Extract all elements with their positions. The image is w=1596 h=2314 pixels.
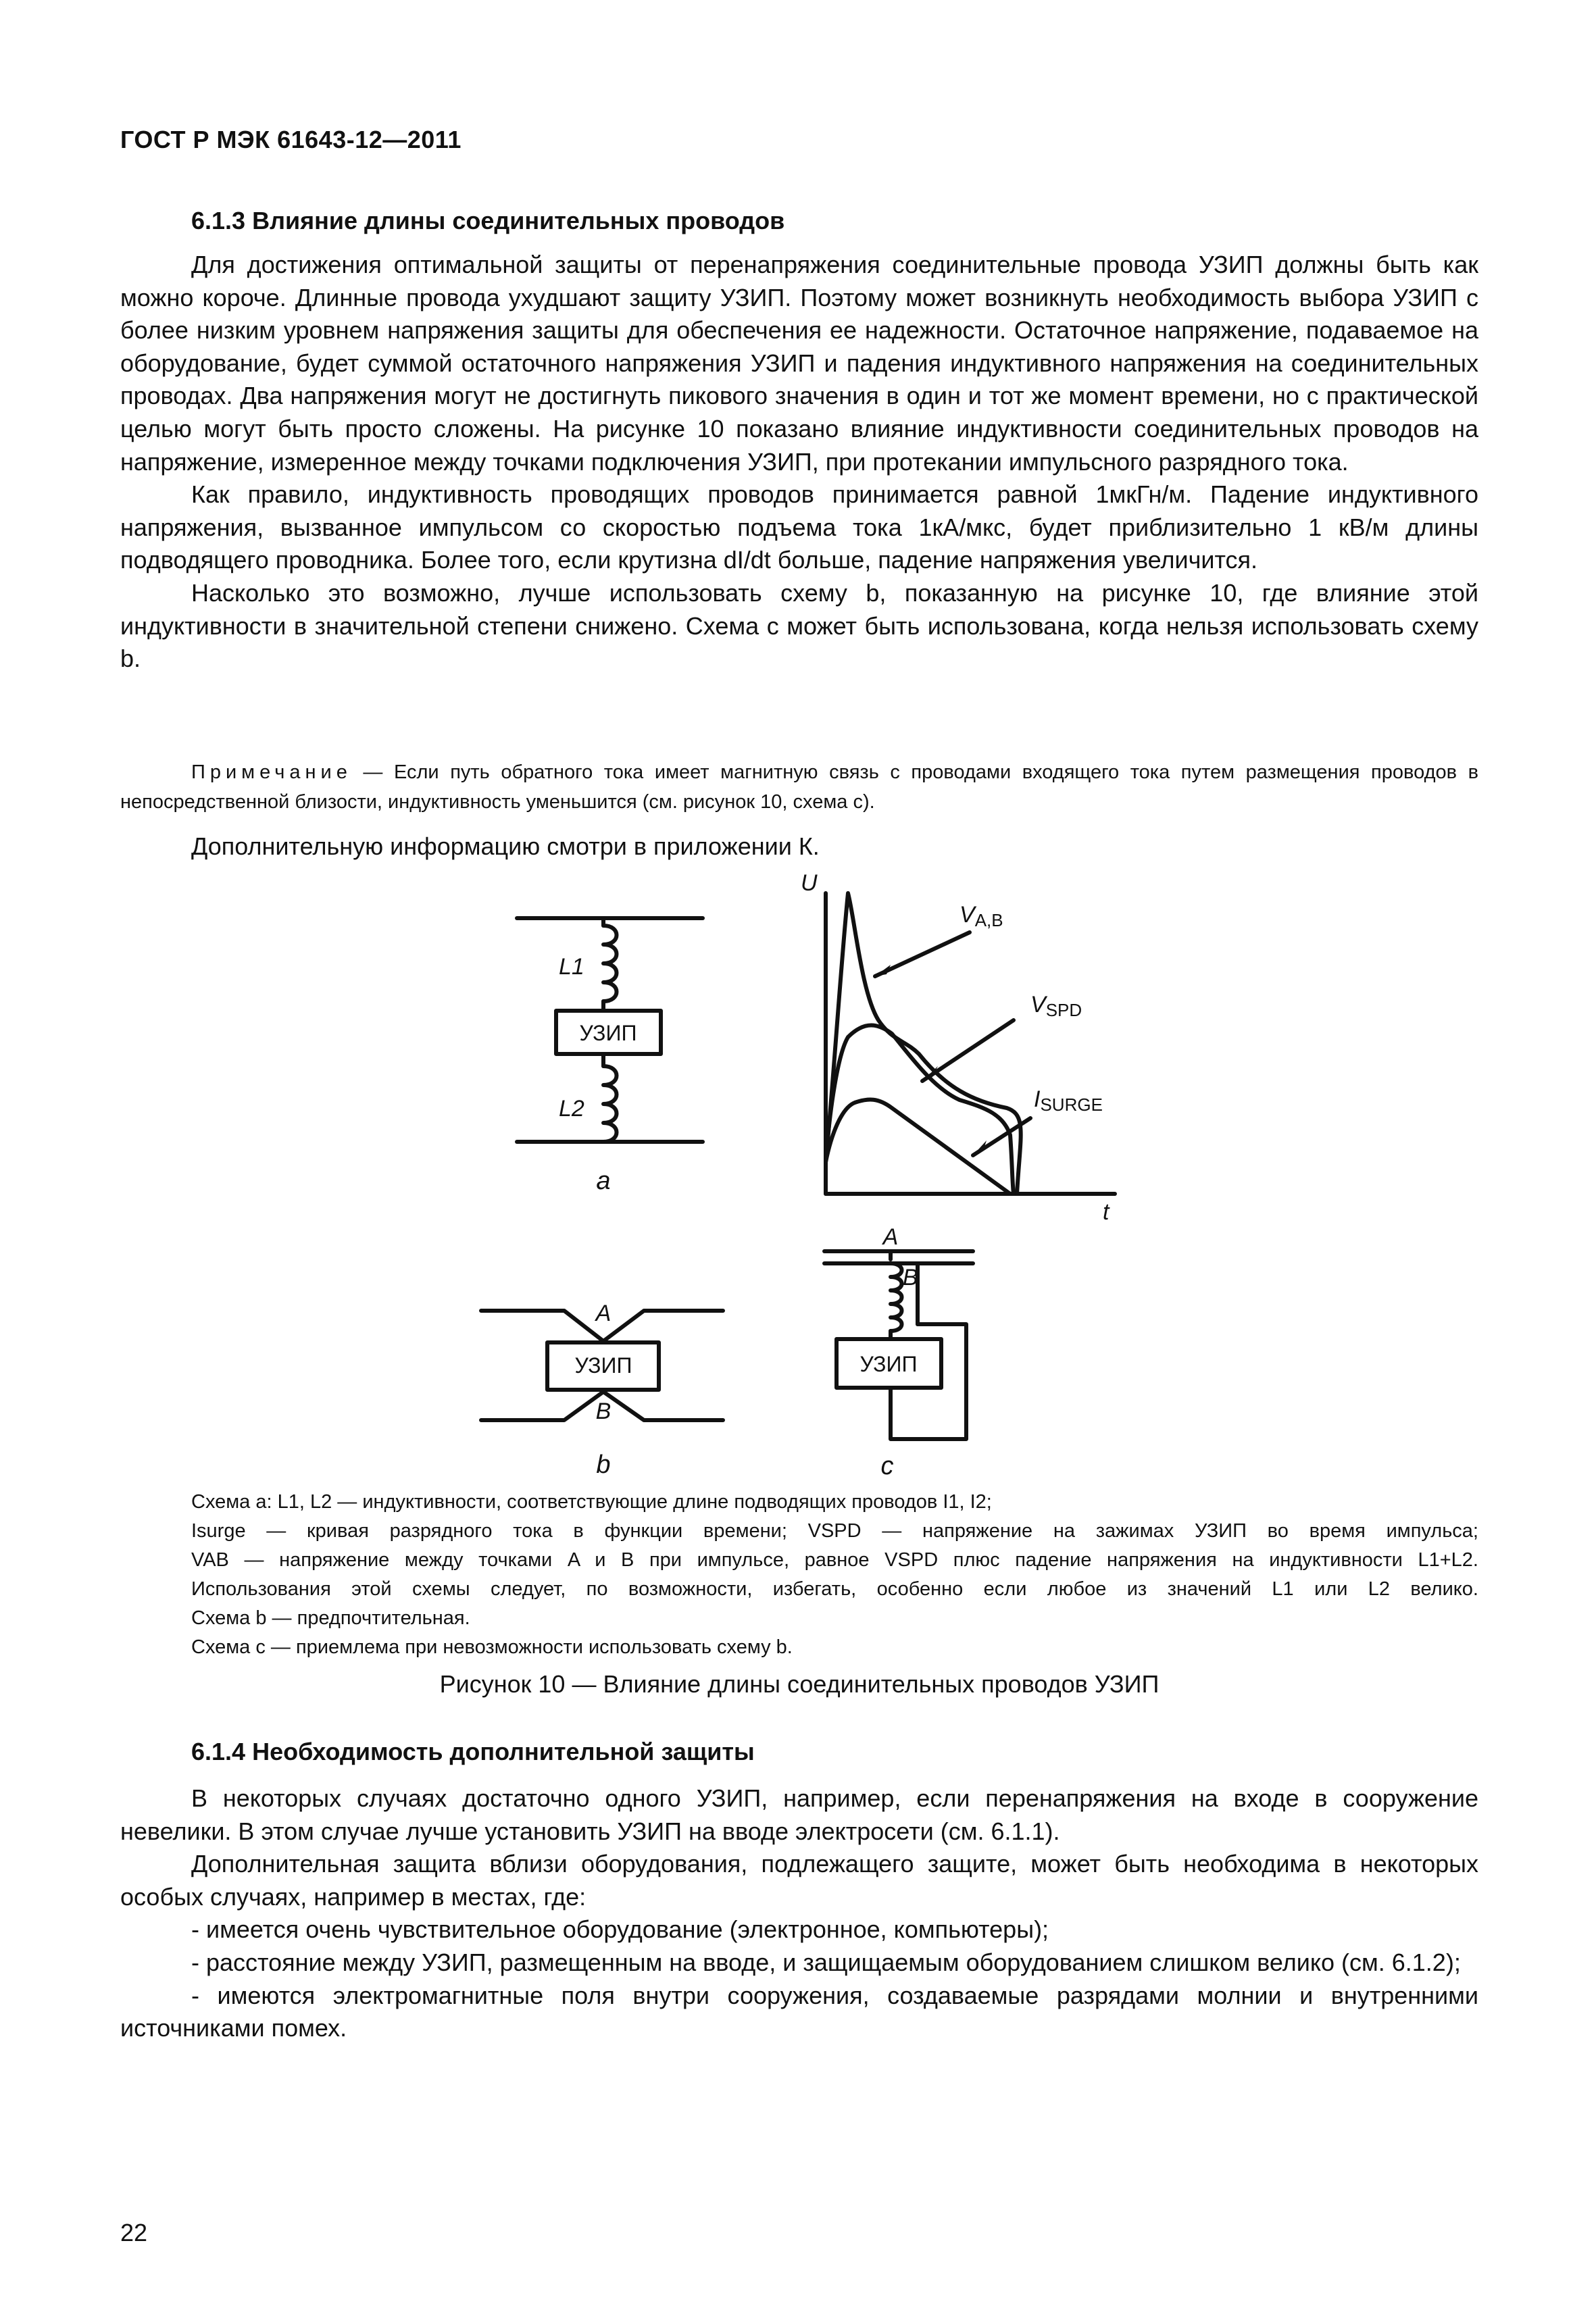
label-c-a: A bbox=[882, 1224, 899, 1250]
label-uzip-a: УЗИП bbox=[579, 1021, 637, 1045]
list-item: - имеются электромагнитные поля внутри сооружения, создаваемые разрядами молнии и внутренними источниками помех. bbox=[120, 1981, 1478, 2042]
paragraph: Насколько это возможно, лучше использовать схему b, показанную на рисунке 10, где влияние этой индуктивности в значительной степени снижено. Схема c может быть использована, когда нельзя использовать схему b. bbox=[120, 578, 1478, 673]
page-number: 22 bbox=[120, 2219, 148, 2246]
paragraph: Дополнительная защита вблизи оборудования, подлежащего защите, может быть необходима в некоторых особых случаях, например в местах, где: bbox=[120, 1850, 1478, 1911]
note-label: Примечание bbox=[191, 761, 352, 783]
additional-info: Дополнительную информацию смотри в приложении К. bbox=[191, 832, 820, 860]
paragraph: Для достижения оптимальной защиты от перенапряжения соединительные провода УЗИП должны быть как можно короче. Длинные провода ухудшают защиту УЗИП. Поэтому может возникнуть необходимость выбора УЗИП с более низким уровнем напряжения защиты для обеспечения ее надежности. Остаточное напряжение, подаваемое на оборудование, будет суммой остаточного напряжения УЗИП и падения индуктивного напряжения на соединительных проводах. Два напряжения могут не достигнуть пикового значения в один и тот же момент времени, но с практической целью могут быть просто сложены. На рисунке 10 показано влияние индуктивности соединительных проводов на напряжение, измеренное между точками подключения УЗИП, при протекании импульсного разрядного тока. bbox=[120, 251, 1478, 476]
label-scheme-a: a bbox=[596, 1167, 611, 1195]
label-v-spd: VSPD bbox=[1030, 992, 1082, 1020]
legend-line: Схема a: L1, L2 — индуктивности, соответствующие длине подводящих проводов I1, I2; bbox=[191, 1491, 992, 1513]
label-scheme-b: b bbox=[596, 1451, 611, 1479]
legend-line: Isurge — кривая разрядного тока в функции времени; VSPD — напряжение на зажимах УЗИП во время импульса; bbox=[191, 1520, 1478, 1542]
label-c-b: B bbox=[903, 1265, 918, 1290]
list-item: - расстояние между УЗИП, размещенным на вводе, и защищаемым оборудованием слишком велико (см. 6.1.2); bbox=[191, 1948, 1461, 1976]
label-b-a: A bbox=[595, 1301, 612, 1326]
section-6-1-4-body bbox=[120, 1782, 1478, 2045]
label-scheme-c: c bbox=[880, 1452, 894, 1480]
label-b-b: B bbox=[595, 1399, 612, 1424]
label-uzip-b: УЗИП bbox=[574, 1353, 632, 1378]
curve-v-spd bbox=[826, 1026, 1014, 1194]
document-header: ГОСТ Р МЭК 61643-12—2011 bbox=[120, 126, 462, 153]
axis-u-label: U bbox=[801, 870, 818, 896]
figure-legend bbox=[191, 1488, 1478, 1662]
note-text: — Если путь обратного тока имеет магнитную связь с проводами входящего тока путем размещения проводов в непосредственной близости, индуктивность уменьшится (см. рисунок 10, схема c). bbox=[120, 761, 1478, 813]
label-v-ab: VA,B bbox=[959, 902, 1003, 930]
section-heading-6-1-4: 6.1.4 Необходимость дополнительной защиты bbox=[191, 1738, 755, 1765]
graph-axes bbox=[826, 893, 1115, 1194]
legend-line: Схема c — приемлема при невозможности использовать схему b. bbox=[191, 1636, 793, 1658]
paragraph: В некоторых случаях достаточно одного УЗИП, например, если перенапряжения на входе в сооружение невелики. В этом случае лучше установить УЗИП на вводе электросети (см. 6.1.1). bbox=[120, 1784, 1478, 1845]
section-heading-6-1-3: 6.1.3 Влияние длины соединительных проводов bbox=[191, 207, 785, 234]
legend-line: Использования этой схемы следует, по возможности, избегать, особенно если любое из значений L1 или L2 велико. bbox=[191, 1578, 1478, 1600]
legend-line: Схема b — предпочтительная. bbox=[191, 1607, 470, 1629]
figure-caption: Рисунок 10 — Влияние длины соединительных проводов УЗИП bbox=[439, 1670, 1159, 1698]
legend-line: VAB — напряжение между точками A и B при импульсе, равное VSPD плюс падение напряжения на индуктивности L1+L2. bbox=[191, 1549, 1478, 1571]
label-l2: L2 bbox=[559, 1096, 584, 1122]
list-item: - имеется очень чувствительное оборудование (электронное, компьютеры); bbox=[191, 1915, 1049, 1944]
curve-v-ab bbox=[826, 893, 1021, 1194]
axis-t-label: t bbox=[1103, 1199, 1109, 1225]
label-i-surge: ISURGE bbox=[1034, 1086, 1103, 1115]
label-l1: L1 bbox=[559, 954, 584, 980]
paragraph: Как правило, индуктивность проводящих проводов принимается равной 1мкГн/м. Падение индуктивного напряжения, вызванное импульсом со скоростью подъема тока 1кА/мкс, будет приблизительно 1 кВ/м длины подводящего проводника. Более того, если крутизна dI/dt больше, падение напряжения увеличится. bbox=[120, 480, 1478, 574]
label-uzip-c: УЗИП bbox=[859, 1352, 918, 1376]
scheme-c bbox=[824, 1251, 973, 1439]
